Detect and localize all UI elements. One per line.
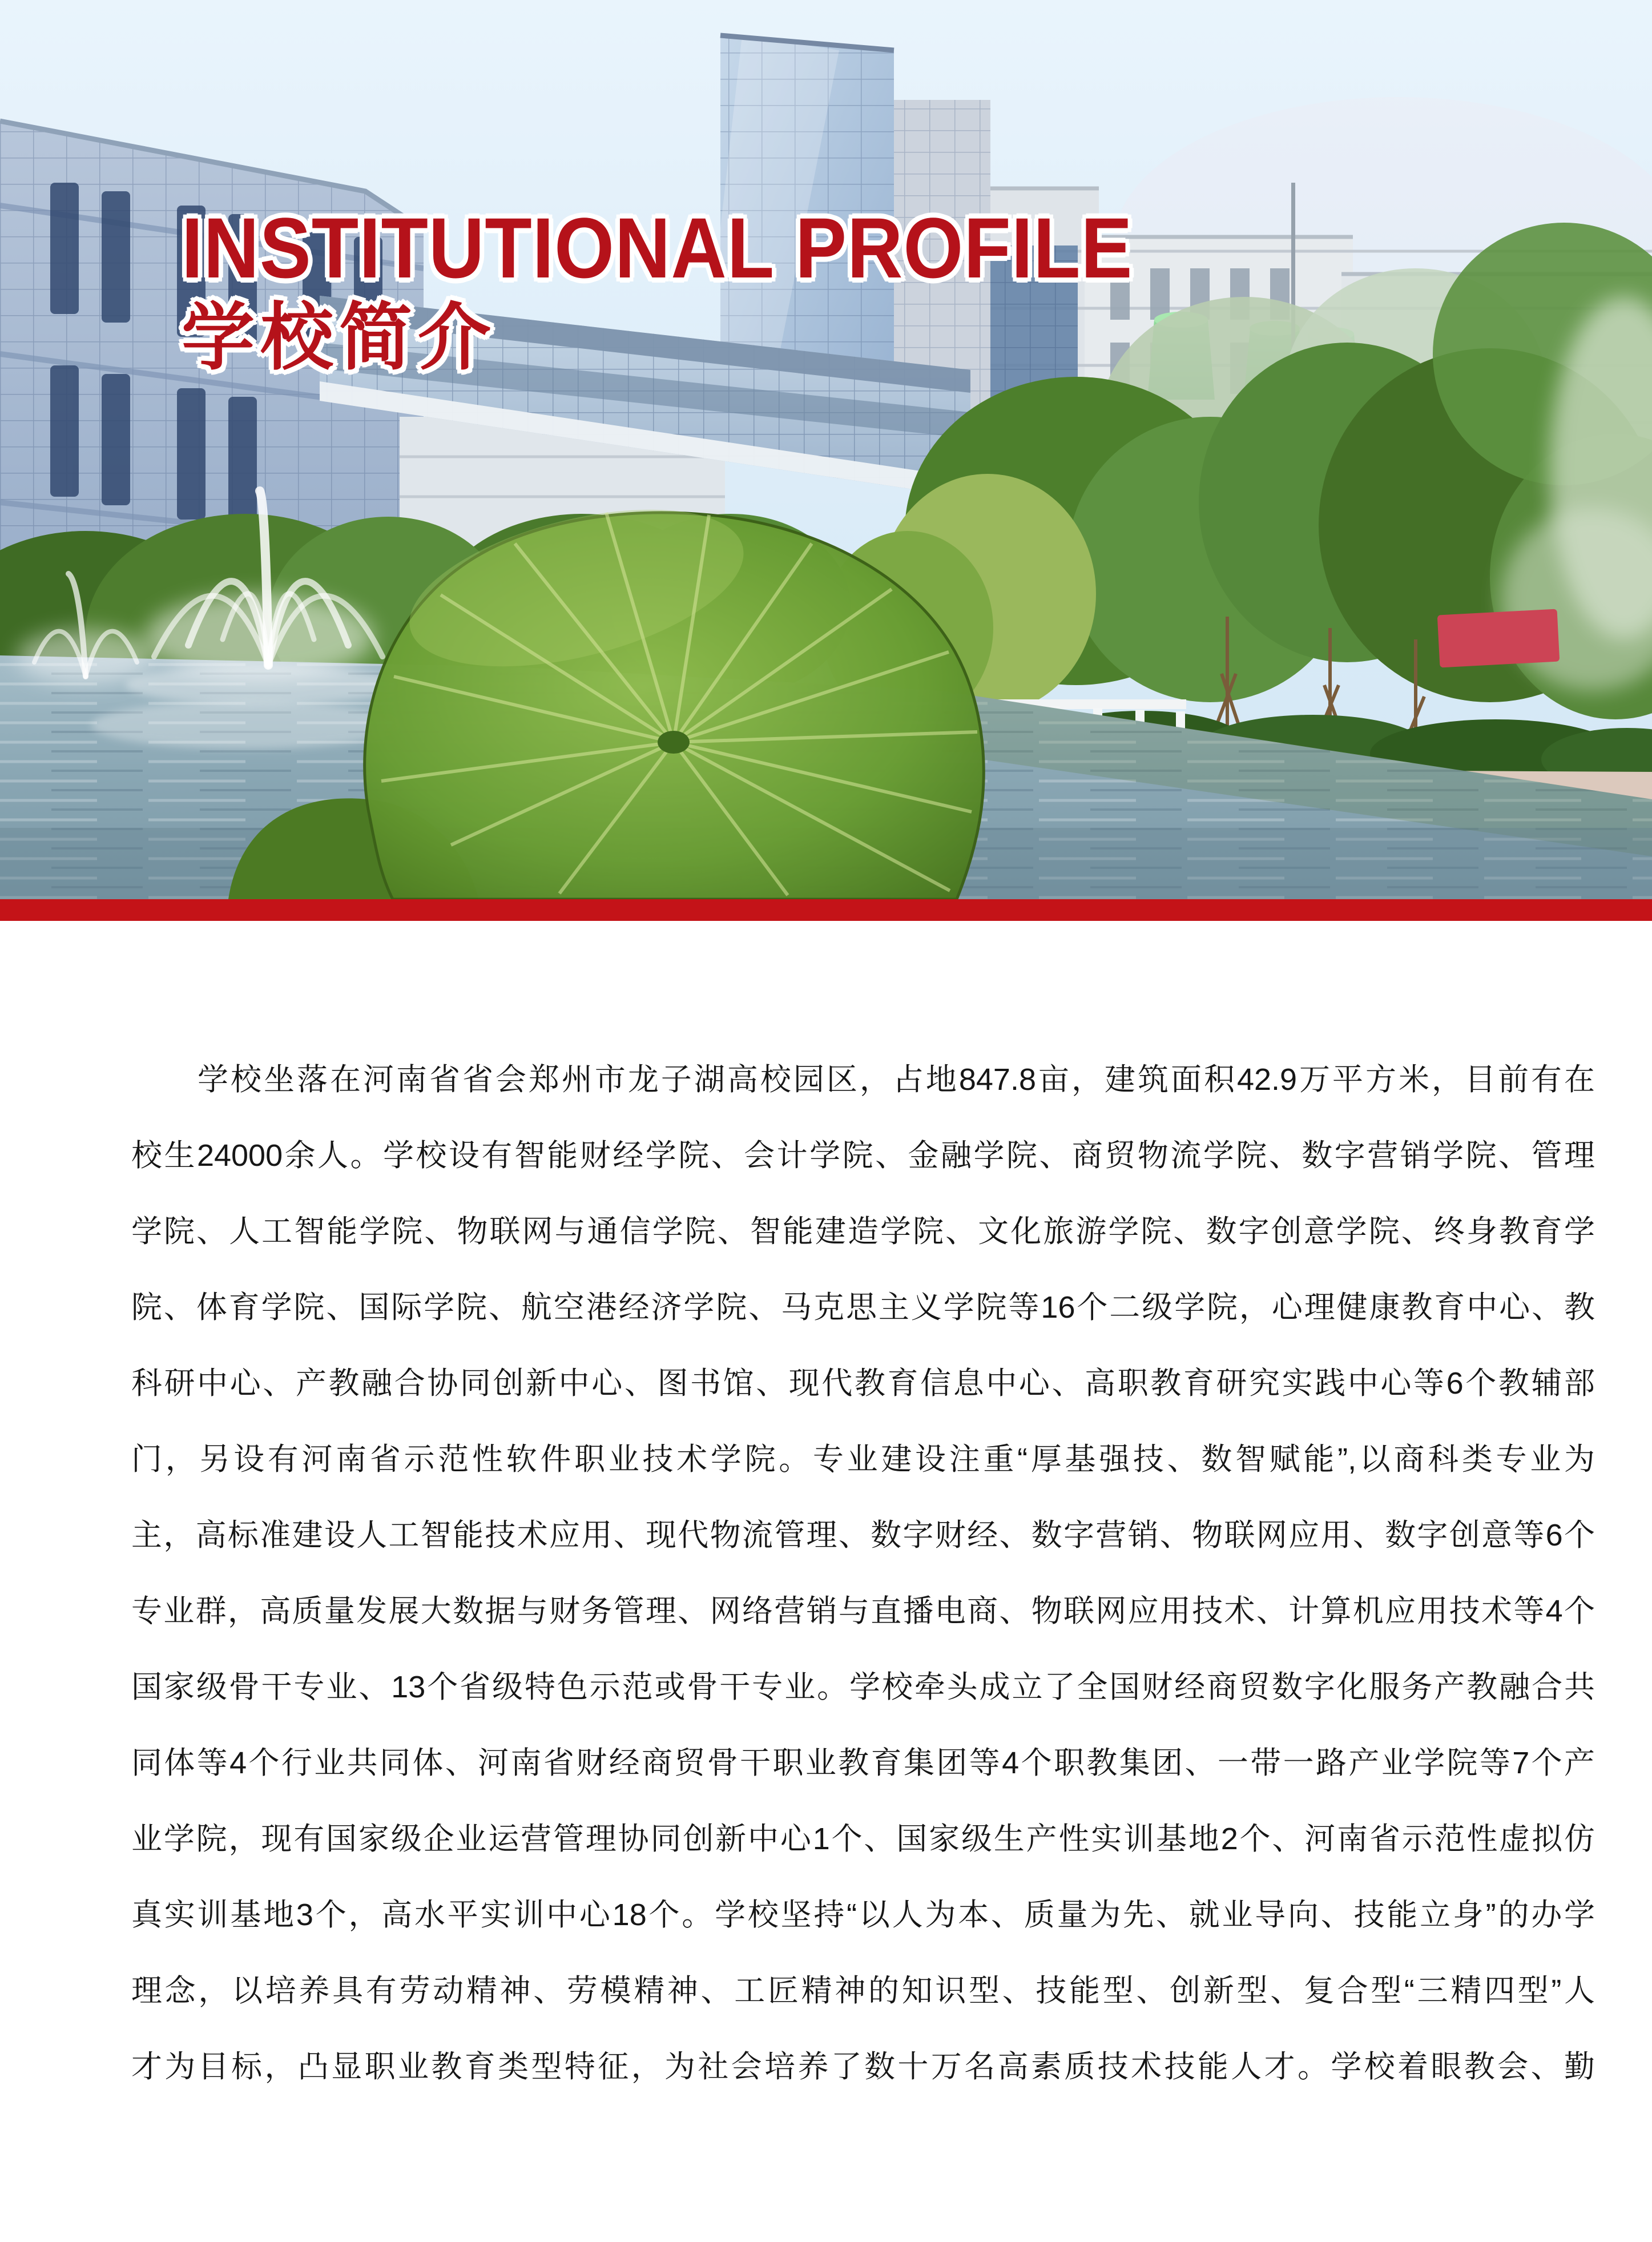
article-line: 业学院，现有国家级企业运营管理协同创新中心1个、国家级生产性实训基地2个、河南省示范性虚拟仿: [131, 1822, 1595, 1856]
article-line: 主，高标准建设人工智能技术应用、现代物流管理、数字财经、数字营销、物联网应用、数字创意等6个: [131, 1518, 1595, 1552]
article-line: 院、体育学院、国际学院、航空港经济学院、马克思主义学院等16个二级学院，心理健康教育中心、教: [131, 1290, 1595, 1325]
article-line: 才为目标，凸显职业教育类型特征，为社会培养了数十万名高素质技术技能人才。学校着眼教会、勤: [131, 2050, 1595, 2084]
campus-photo: [0, 0, 1652, 899]
article-line: 理念，以培养具有劳动精神、劳模精神、工匠精神的知识型、技能型、创新型、复合型“三精四型”人: [131, 1974, 1595, 2008]
title-chinese: 学校简介: [182, 297, 497, 379]
article-line: 学校坐落在河南省省会郑州市龙子湖高校园区，占地847.8亩，建筑面积42.9万平方米，目前有在: [131, 1062, 1595, 1097]
hero-titles: [182, 200, 1239, 379]
title-english: INSTITUTIONAL PROFILE: [182, 200, 1133, 296]
article-line: 真实训基地3个，高水平实训中心18个。学校坚持“以人为本、质量为先、就业导向、技能立身”的办学: [131, 1898, 1595, 1932]
article-line: 学院、人工智能学院、物联网与通信学院、智能建造学院、文化旅游学院、数字创意学院、终身教育学: [131, 1214, 1595, 1249]
article-line: 校生24000余人。学校设有智能财经学院、会计学院、金融学院、商贸物流学院、数字营销学院、管理: [131, 1138, 1595, 1173]
article-line: 同体等4个行业共同体、河南省财经商贸骨干职业教育集团等4个职教集团、一带一路产业学院等7个产: [131, 1746, 1595, 1780]
article-line: 专业群，高质量发展大数据与财务管理、网络营销与直播电商、物联网应用技术、计算机应用技术等4个: [131, 1594, 1595, 1628]
campus-photo-art: [0, 0, 1652, 899]
article-line: 国家级骨干专业、13个省级特色示范或骨干专业。学校牵头成立了全国财经商贸数字化服务产教融合共: [131, 1670, 1595, 1704]
article-line: 科研中心、产教融合协同创新中心、图书馆、现代教育信息中心、高职教育研究实践中心等6个教辅部: [131, 1366, 1595, 1400]
profile-article: [131, 1042, 1595, 2105]
red-banner: [1437, 609, 1560, 668]
article-line: 门，另设有河南省示范性软件职业技术学院。专业建设注重“厚基强技、数智赋能”,以商科类专业为: [131, 1442, 1595, 1476]
red-divider-band: [0, 899, 1652, 921]
